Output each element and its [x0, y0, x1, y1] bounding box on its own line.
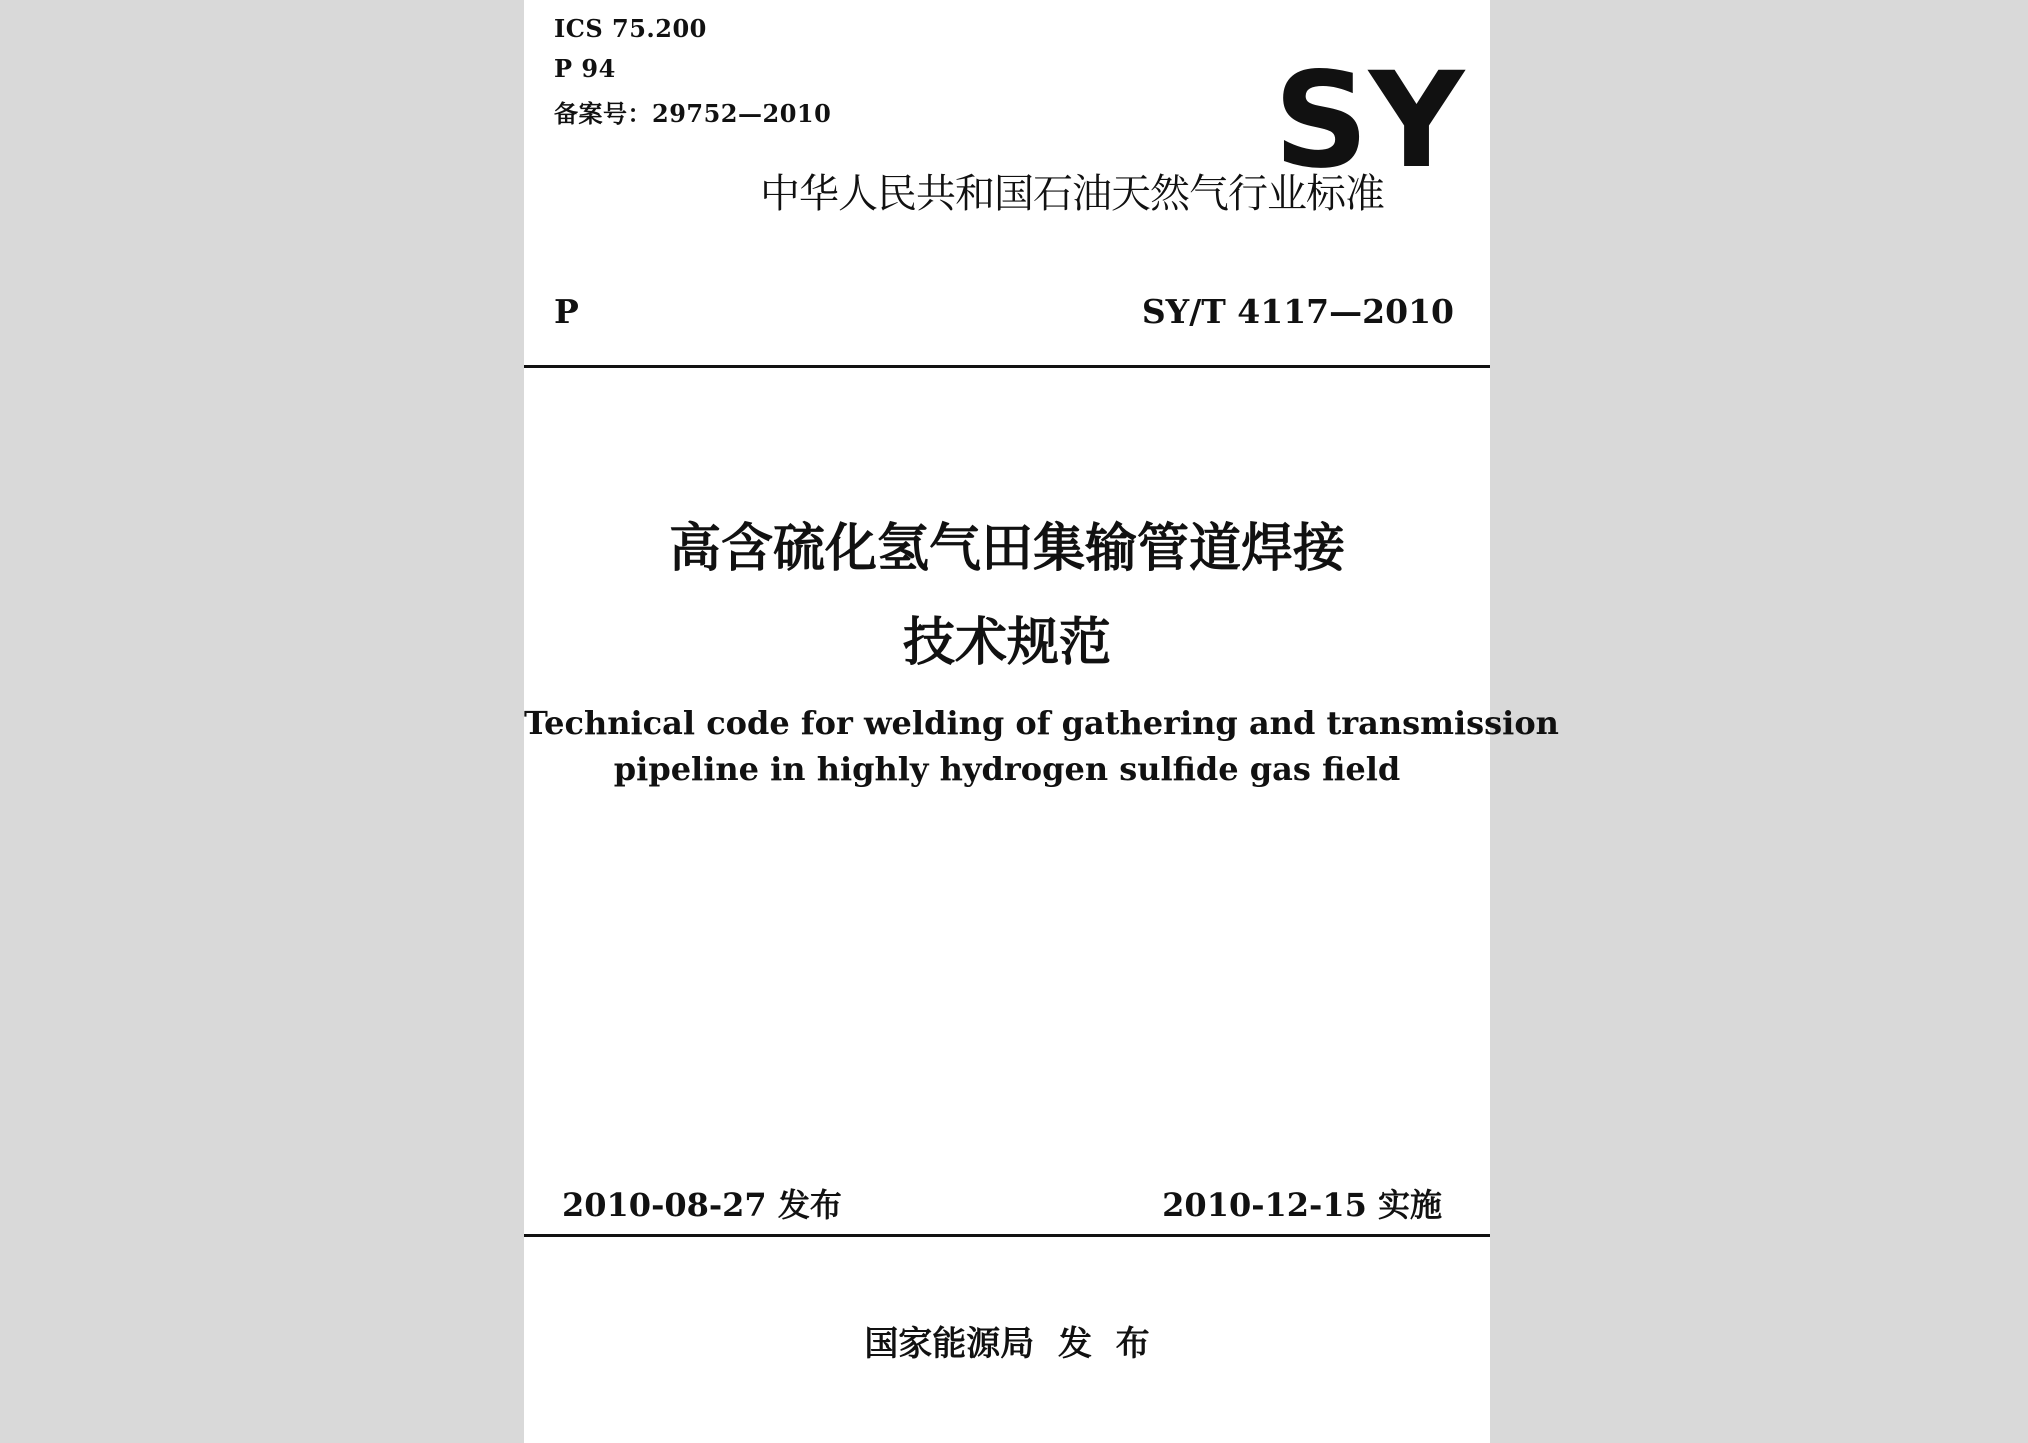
english-title-line2: pipeline in highly hydrogen sulfide gas field: [613, 750, 1401, 788]
ics-code: ICS 75.200: [554, 14, 707, 43]
chinese-title-line2: 技术规范: [902, 613, 1111, 673]
issue-date: [562, 1180, 842, 1226]
top-divider: [524, 365, 1490, 368]
classification-code: P: [554, 292, 579, 331]
implementation-date-value: 2010-12-15: [1162, 1186, 1367, 1224]
english-title-line1: Technical code for welding of gathering and transmission: [524, 704, 1559, 742]
standard-cover-page: [524, 0, 1559, 1443]
implementation-label: 实施: [1377, 1186, 1442, 1224]
sy-logo-text: SY: [1273, 44, 1465, 188]
record-number: [554, 94, 831, 129]
bottom-divider: [524, 1234, 1490, 1237]
standard-type: 中华人民共和国石油天然气行业标准: [760, 171, 1384, 217]
issue-label: 发布: [777, 1186, 842, 1224]
publisher: 国家能源局 发 布: [864, 1324, 1150, 1364]
ccs-code: P 94: [554, 54, 616, 83]
record-label: 备案号：: [554, 99, 652, 128]
standard-number: SY/T 4117—2010: [1141, 292, 1454, 331]
issue-date-value: 2010-08-27: [562, 1186, 767, 1224]
implementation-date: [1162, 1180, 1442, 1226]
chinese-title-line1: 高含硫化氢气田集输管道焊接: [668, 519, 1345, 579]
record-value: 29752—2010: [652, 99, 832, 128]
